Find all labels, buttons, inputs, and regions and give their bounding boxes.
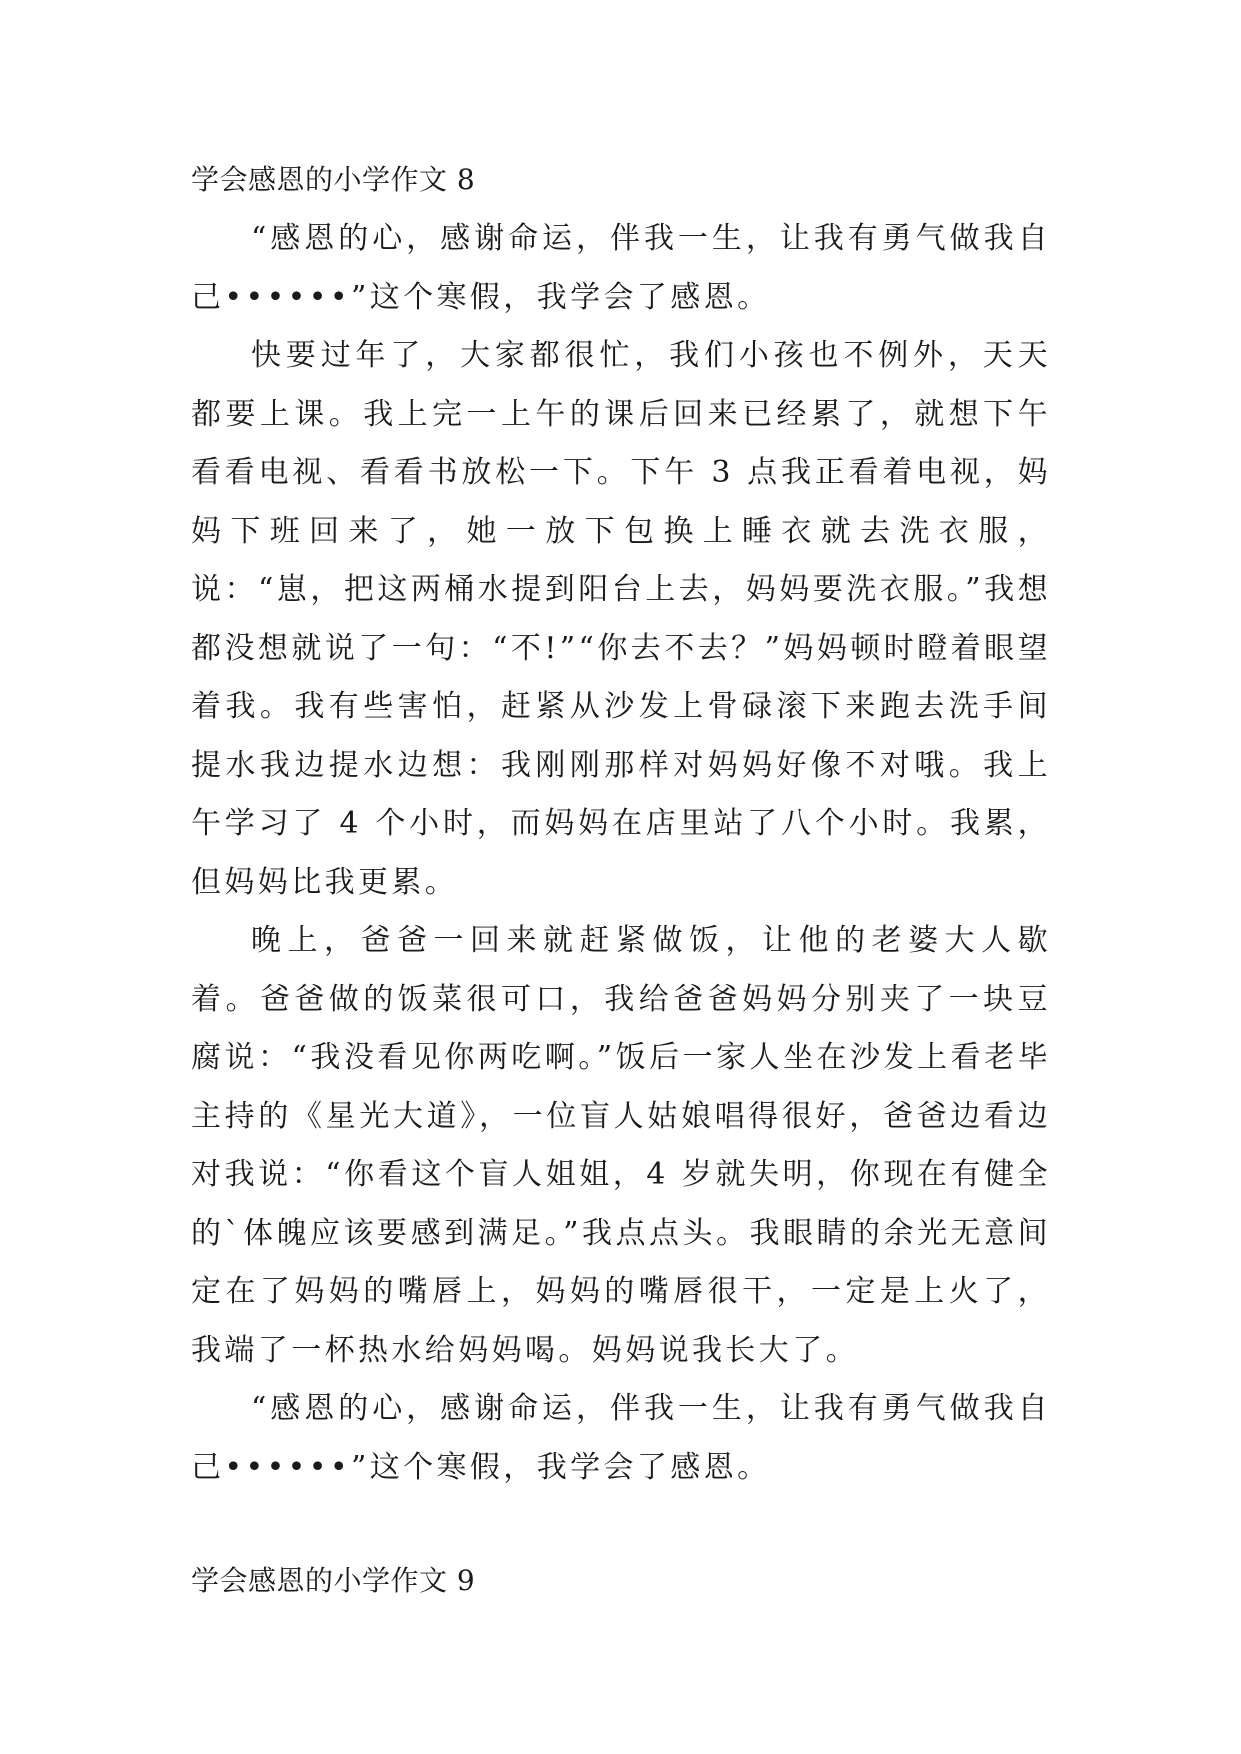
- text-column: [191, 152, 1051, 1609]
- section-heading-8: 学会感恩的小学作文 8: [191, 163, 476, 196]
- paragraph-4: “感恩的心，感谢命运，伴我一生，让我有勇气做我自己••••••”这个寒假，我学会了感恩。: [191, 1391, 1051, 1485]
- section-heading-9: 学会感恩的小学作文 9: [191, 1564, 476, 1597]
- paragraph-2: 快要过年了，大家都很忙，我们小孩也不例外，天天都要上课。我上完一上午的课后回来已经累了，就想下午看看电视、看看书放松一下。下午 3 点我正看着电视，妈妈下班回来了，她一放下包换上睡衣就去洗衣服，说：“崽，把这两桶水提到阳台上去，妈妈要洗衣服。”我想都没想就说了一句：“不!”“你去不去？”妈妈顿时瞪着眼望着我。我有些害怕，赶紧从沙发上骨碌滚下来跑去洗手间提水我边提水边想：我刚刚那样对妈妈好像不对哦。我上午学习了 4 个小时，而妈妈在店里站了八个小时。我累，但妈妈比我更累。: [191, 338, 1051, 900]
- paragraph-1: “感恩的心，感谢命运，伴我一生，让我有勇气做我自己••••••”这个寒假，我学会了感恩。: [191, 221, 1051, 315]
- section-gap: [191, 1497, 1051, 1553]
- paragraph-3: 晚上，爸爸一回来就赶紧做饭，让他的老婆大人歇着。爸爸做的饭菜很可口，我给爸爸妈妈分别夹了一块豆腐说：“我没看见你两吃啊。”饭后一家人坐在沙发上看老毕主持的《星光大道》，一位盲人姑娘唱得很好，爸爸边看边对我说：“你看这个盲人姐姐，4 岁就失明，你现在有健全的`体魄应该要感到满足。”我点点头。我眼睛的余光无意间定在了妈妈的嘴唇上，妈妈的嘴唇很干，一定是上火了，我端了一杯热水给妈妈喝。妈妈说我长大了。: [191, 923, 1051, 1368]
